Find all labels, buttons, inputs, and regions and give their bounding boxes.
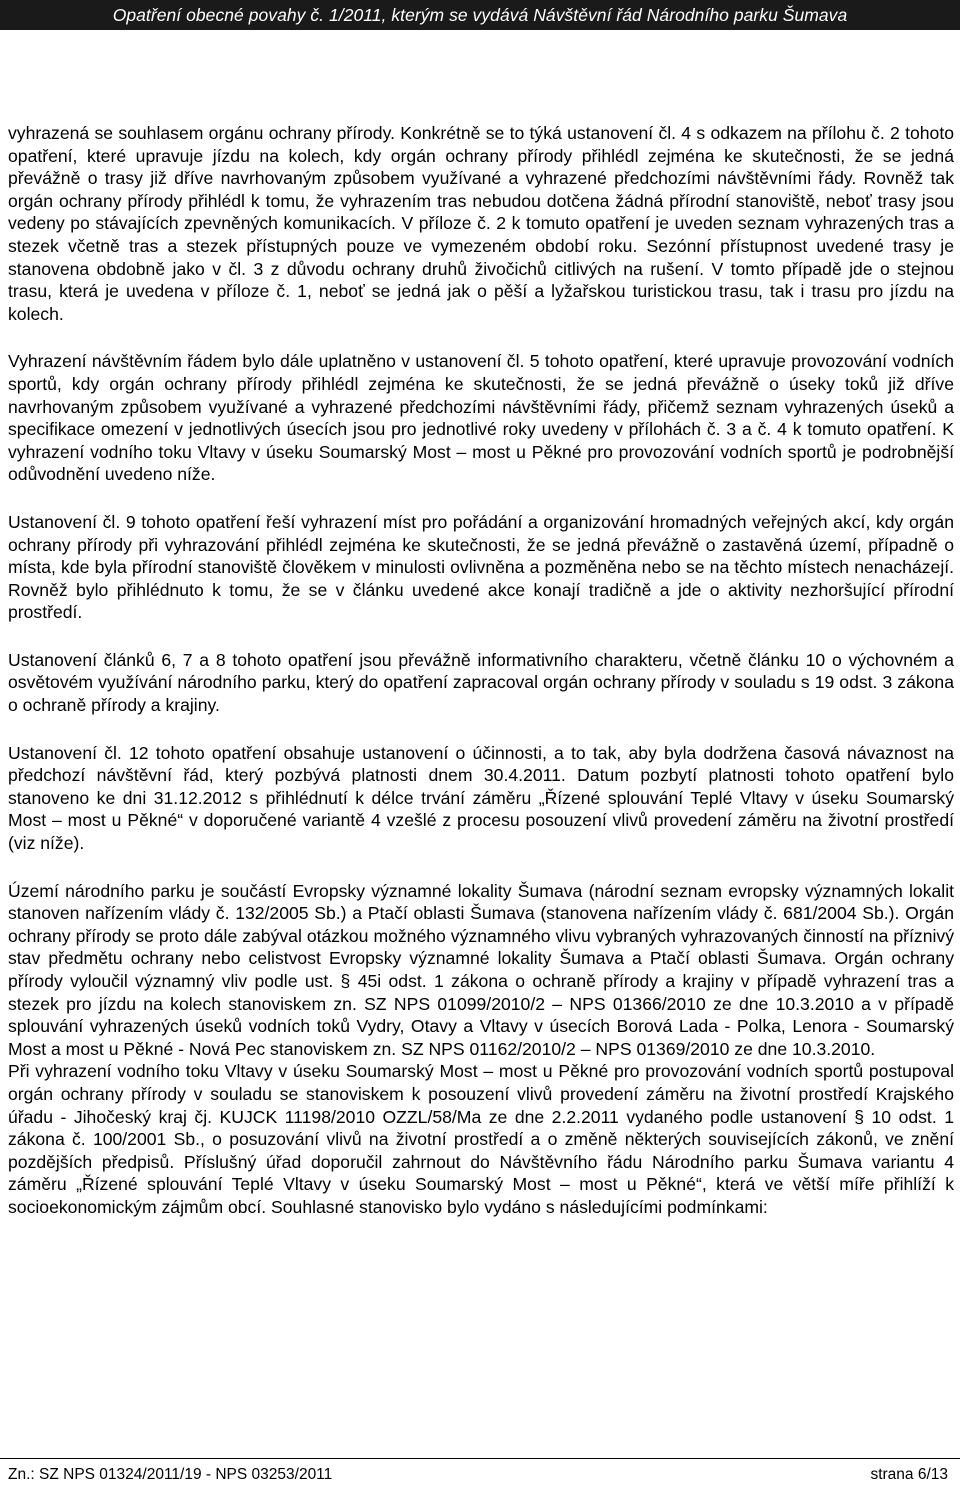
paragraph-natura-2000: Území národního parku je součástí Evropsky významné lokality Šumava (národní seznam evropsky významných lokalit stanoven nařízením vlády č. 132/2005 Sb.) a Ptačí oblasti Šumava (stanovena nařízením vlády č. 681/2004 Sb.). Orgán ochrany přírody se proto dále zabýval otázkou možného významného vlivu vybraných vyhrazovaných činností na příznivý stav předmětu ochrany nebo celistvost Evropsky významné lokality Šumava a Ptačí oblasti Šumava. Orgán ochrany přírody vyloučil významný vliv podle ust. § 45i odst. 1 zákona o ochraně přírody a krajiny v případě vyhrazení tras a stezek pro jízdu na kolech stanoviskem zn. SZ NPS 01099/2010/2 – NPS 01366/2010 ze dne 10.3.2010 a v případě splouvání vyhrazených úseků vodních toků Vydry, Otavy a Vltavy v úsecích Borová Lada - Polka, Lenora - Soumarský Most a most u Pěkné - Nová Pec stanoviskem zn. SZ NPS 01162/2010/2 – NPS 01369/2010 ze dne 10.3.2010. [8, 880, 954, 1059]
footer-reference: Zn.: SZ NPS 01324/2011/19 - NPS 03253/2011 [8, 1466, 333, 1483]
paragraph-cycling-routes: vyhrazená se souhlasem orgánu ochrany přírody. Konkrétně se to týká ustanovení čl. 4 s odkazem na přílohu č. 2 tohoto opatření, které upravuje jízdu na kolech, kdy orgán ochrany přírody přihlédl zejména ke skutečnosti, že se jedná převážně o trasy již dříve navrhovaným způsobem využívané a vyhrazené předchozími návštěvními řády. Rovněž tak orgán ochrany přírody přihlédl k tomu, že vyhrazením tras nebudou dotčena žádná přírodní stanoviště, neboť trasy jsou vedeny po stávajících zpevněných komunikacích. V příloze č. 2 k tomuto opatření je uveden seznam vyhrazených tras a stezek včetně tras a stezek přístupných pouze ve vymezeném období roku. Sezónní přístupnost uvedené trasy je stanovena obdobně jako v čl. 3 z důvodu ochrany druhů živočichů citlivých na rušení. V tomto případě jde o stejnou trasu, která je uvedena v příloze č. 1, neboť se jedná jak o pěší a lyžařskou turistickou trasu, tak i trasu pro jízdu na kolech. [8, 123, 954, 324]
paragraph-public-events: Ustanovení čl. 9 tohoto opatření řeší vyhrazení míst pro pořádání a organizování hromadných veřejných akcí, kdy orgán ochrany přírody při vyhrazování přihlédl zejména ke skutečnosti, že se jedná převážně o zastavěná území, případně o místa, kde byla přírodní stanoviště člověkem v minulosti ovlivněna a pozměněna nebo se na těchto místech nenacházejí. Rovněž bylo přihlédnuto k tomu, že se v článku uvedené akce konají tradičně a jde o aktivity nezhoršující přírodní prostředí. [8, 511, 954, 623]
document-header [0, 0, 960, 30]
document-title: Opatření obecné povahy č. 1/2011, kterým se vydává Návštěvní řád Národního parku Šumava [112, 4, 848, 25]
document-footer [0, 1458, 960, 1485]
document-body [8, 122, 954, 1219]
paragraph-effectiveness: Ustanovení čl. 12 tohoto opatření obsahuje ustanovení o účinnosti, a to tak, aby byla dodržena časová návaznost na předchozí návštěvní řád, který pozbývá platnosti dnem 30.4.2011. Datum pozbytí platnosti tohoto opatření bylo stanoveno ke dni 31.12.2012 s přihlédnutí k délce trvání záměru „Řízené splouvání Teplé Vltavy v úseku Soumarský Most – most u Pěkné“ v doporučené variantě 4 vzešlé z procesu posouzení vlivů provedení záměru na životní prostředí (viz níže). [8, 742, 954, 854]
page-number: strana 6/13 [870, 1466, 948, 1483]
paragraph-informative-articles: Ustanovení článků 6, 7 a 8 tohoto opatření jsou převážně informativního charakteru, včetně článku 10 o výchovném a osvětovém využívání národního parku, který do opatření zapracoval orgán ochrany přírody v souladu s 19 odst. 3 zákona o ochraně přírody a krajiny. [8, 649, 954, 716]
paragraph-vltava-assessment: Při vyhrazení vodního toku Vltavy v úseku Soumarský Most – most u Pěkné pro provozování vodních sportů postupoval orgán ochrany přírody v souladu se stanoviskem k posouzení vlivů provedení záměru na životní prostředí Krajského úřadu - Jihočeský kraj čj. KUJCK 11198/2010 OZZL/58/Ma ze dne 2.2.2011 vydaného podle ustanovení § 10 odst. 1 zákona č. 100/2001 Sb., o posuzování vlivů na životní prostředí a o změně některých souvisejících zákonů, ve znění pozdějších předpisů. Příslušný úřad doporučil zahrnout do Návštěvního řádu Národního parku Šumava variantu 4 záměru „Řízené splouvání Teplé Vltavy v úseku Soumarský Most – most u Pěkné“, která ve větší míře přihlíží k socioekonomickým zájmům obcí. Souhlasné stanovisko bylo vydáno s následujícími podmínkami: [8, 1061, 954, 1217]
paragraph-water-sports: Vyhrazení návštěvním řádem bylo dále uplatněno v ustanovení čl. 5 tohoto opatření, které upravuje provozování vodních sportů, kdy orgán ochrany přírody přihlédl zejména ke skutečnosti, že se jedná převážně o úseky toků již dříve navrhovaným způsobem využívané a vyhrazené předchozími návštěvními řády, přičemž seznam vyhrazených úseků a specifikace omezení v jednotlivých úsecích jsou pro jednotlivé roky uvedeny v přílohách č. 3 a č. 4 k tomuto opatření. K vyhrazení vodního toku Vltavy v úseku Soumarský Most – most u Pěkné pro provozování vodních sportů je podrobnější odůvodnění uvedeno níže. [8, 351, 954, 485]
